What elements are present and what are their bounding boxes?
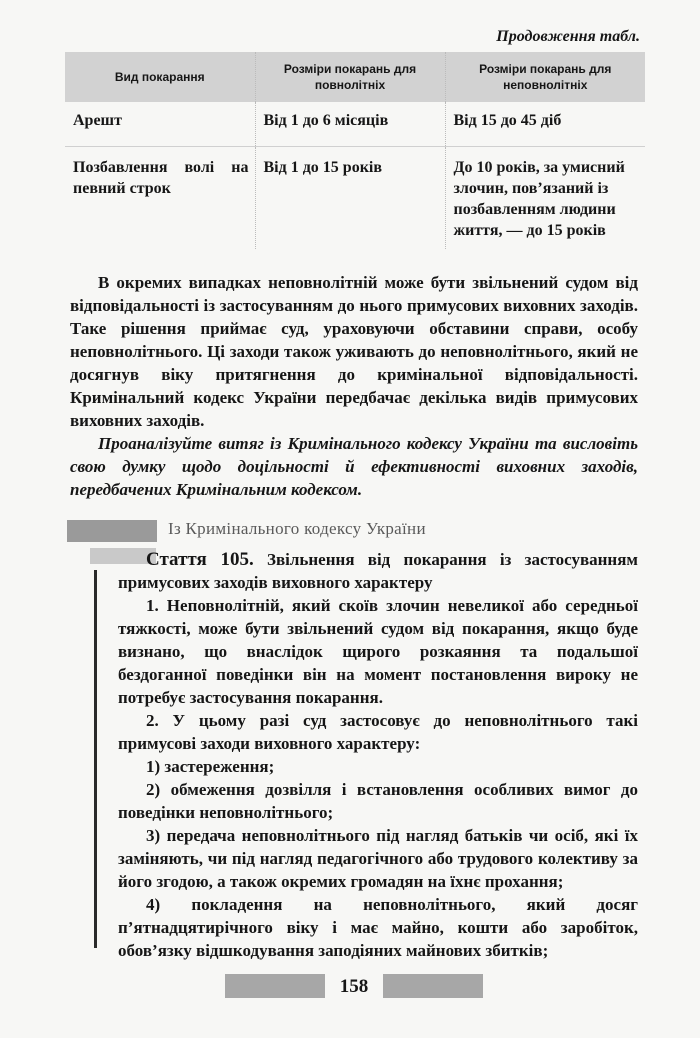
excerpt-marker-bar [67,520,157,542]
table-cell: Позбавлення волі на певний строк [73,159,249,197]
law-item: 2) обмеження дозвілля і встановлення особливих вимог до поведінки неповнолітнього; [118,780,638,822]
law-item: 2. У цьому разі суд застосовує до неповнолітнього такі примусові заходи виховного характеру: [118,711,638,753]
body-paragraph: В окремих випадках неповнолітній може бути звільнений судом від відповідальності із застосуванням до нього примусових виховних заходів. Таке рішення приймає суд, ураховуючи обставини справи, особу неповнолітнього. Ці заходи також уживають до неповнолітнього, який не досягнув віку притягнення до кримінальної відповідальності. Кримінальний кодекс України передбачає декілька видів примусових виховних заходів. [70,273,638,430]
footer-bar-right [383,974,483,998]
law-item: 3) передача неповнолітнього під нагляд батьків чи осіб, які їх заміняють, чи під нагляд педагогічного або трудового колективу за його згодою, а також окремих громадян на їхнє прохання; [118,826,638,891]
table-cell: Від 1 до 15 років [255,147,445,250]
excerpt-vertical-rule [94,570,97,948]
page-number: 158 [339,976,369,997]
task-paragraph: Проаналізуйте витяг із Кримінального кодексу України та висловіть свою думку щодо доцільності й ефективності виховних заходів, передбачених Кримінальним кодексом. [70,434,638,499]
law-excerpt [118,548,638,962]
article-heading-line [118,548,638,594]
table-cell: Від 15 до 45 діб [445,102,645,147]
table-header-cell: Вид покарання [65,52,255,102]
article-heading: Звільнення від покарання із застосуванням примусових заходів виховного характеру [118,550,638,592]
table-cell: До 10 років, за умисний злочин, пов’язаний із позбавленням людини життя, — до 15 років [445,147,645,250]
law-item: 4) покладення на неповнолітнього, який досяг п’ятнадцятирічного віку і має майно, кошти або заробіток, обов’язку відшкодування заподіяних майнових збитків; [118,895,638,960]
table-continuation-label: Продовження табл. [496,28,640,45]
footer-bar-left [225,974,325,998]
table-header-cell: Розміри покарань для неповнолітніх [445,52,645,102]
table-header-row [65,52,645,102]
punishment-table [65,52,645,249]
table-cell: Від 1 до 6 місяців [255,102,445,147]
table-header-cell: Розміри покарань для повнолітніх [255,52,445,102]
table-row [65,147,645,250]
table-cell: Арешт [65,102,255,147]
law-item: 1) застереження; [146,757,275,776]
law-item: 1. Неповнолітній, який скоїв злочин невеликої або середньої тяжкості, може бути звільнений судом від покарання, якщо буде визнано, що внаслідок щирого розкаяння та подальшої бездоганної поведінки він на момент постановлення вироку не потребує застосування покарання. [118,596,638,707]
excerpt-title: Із Кримінального кодексу України [168,519,426,538]
article-label: Стаття 105. [146,549,254,570]
table-row [65,102,645,147]
